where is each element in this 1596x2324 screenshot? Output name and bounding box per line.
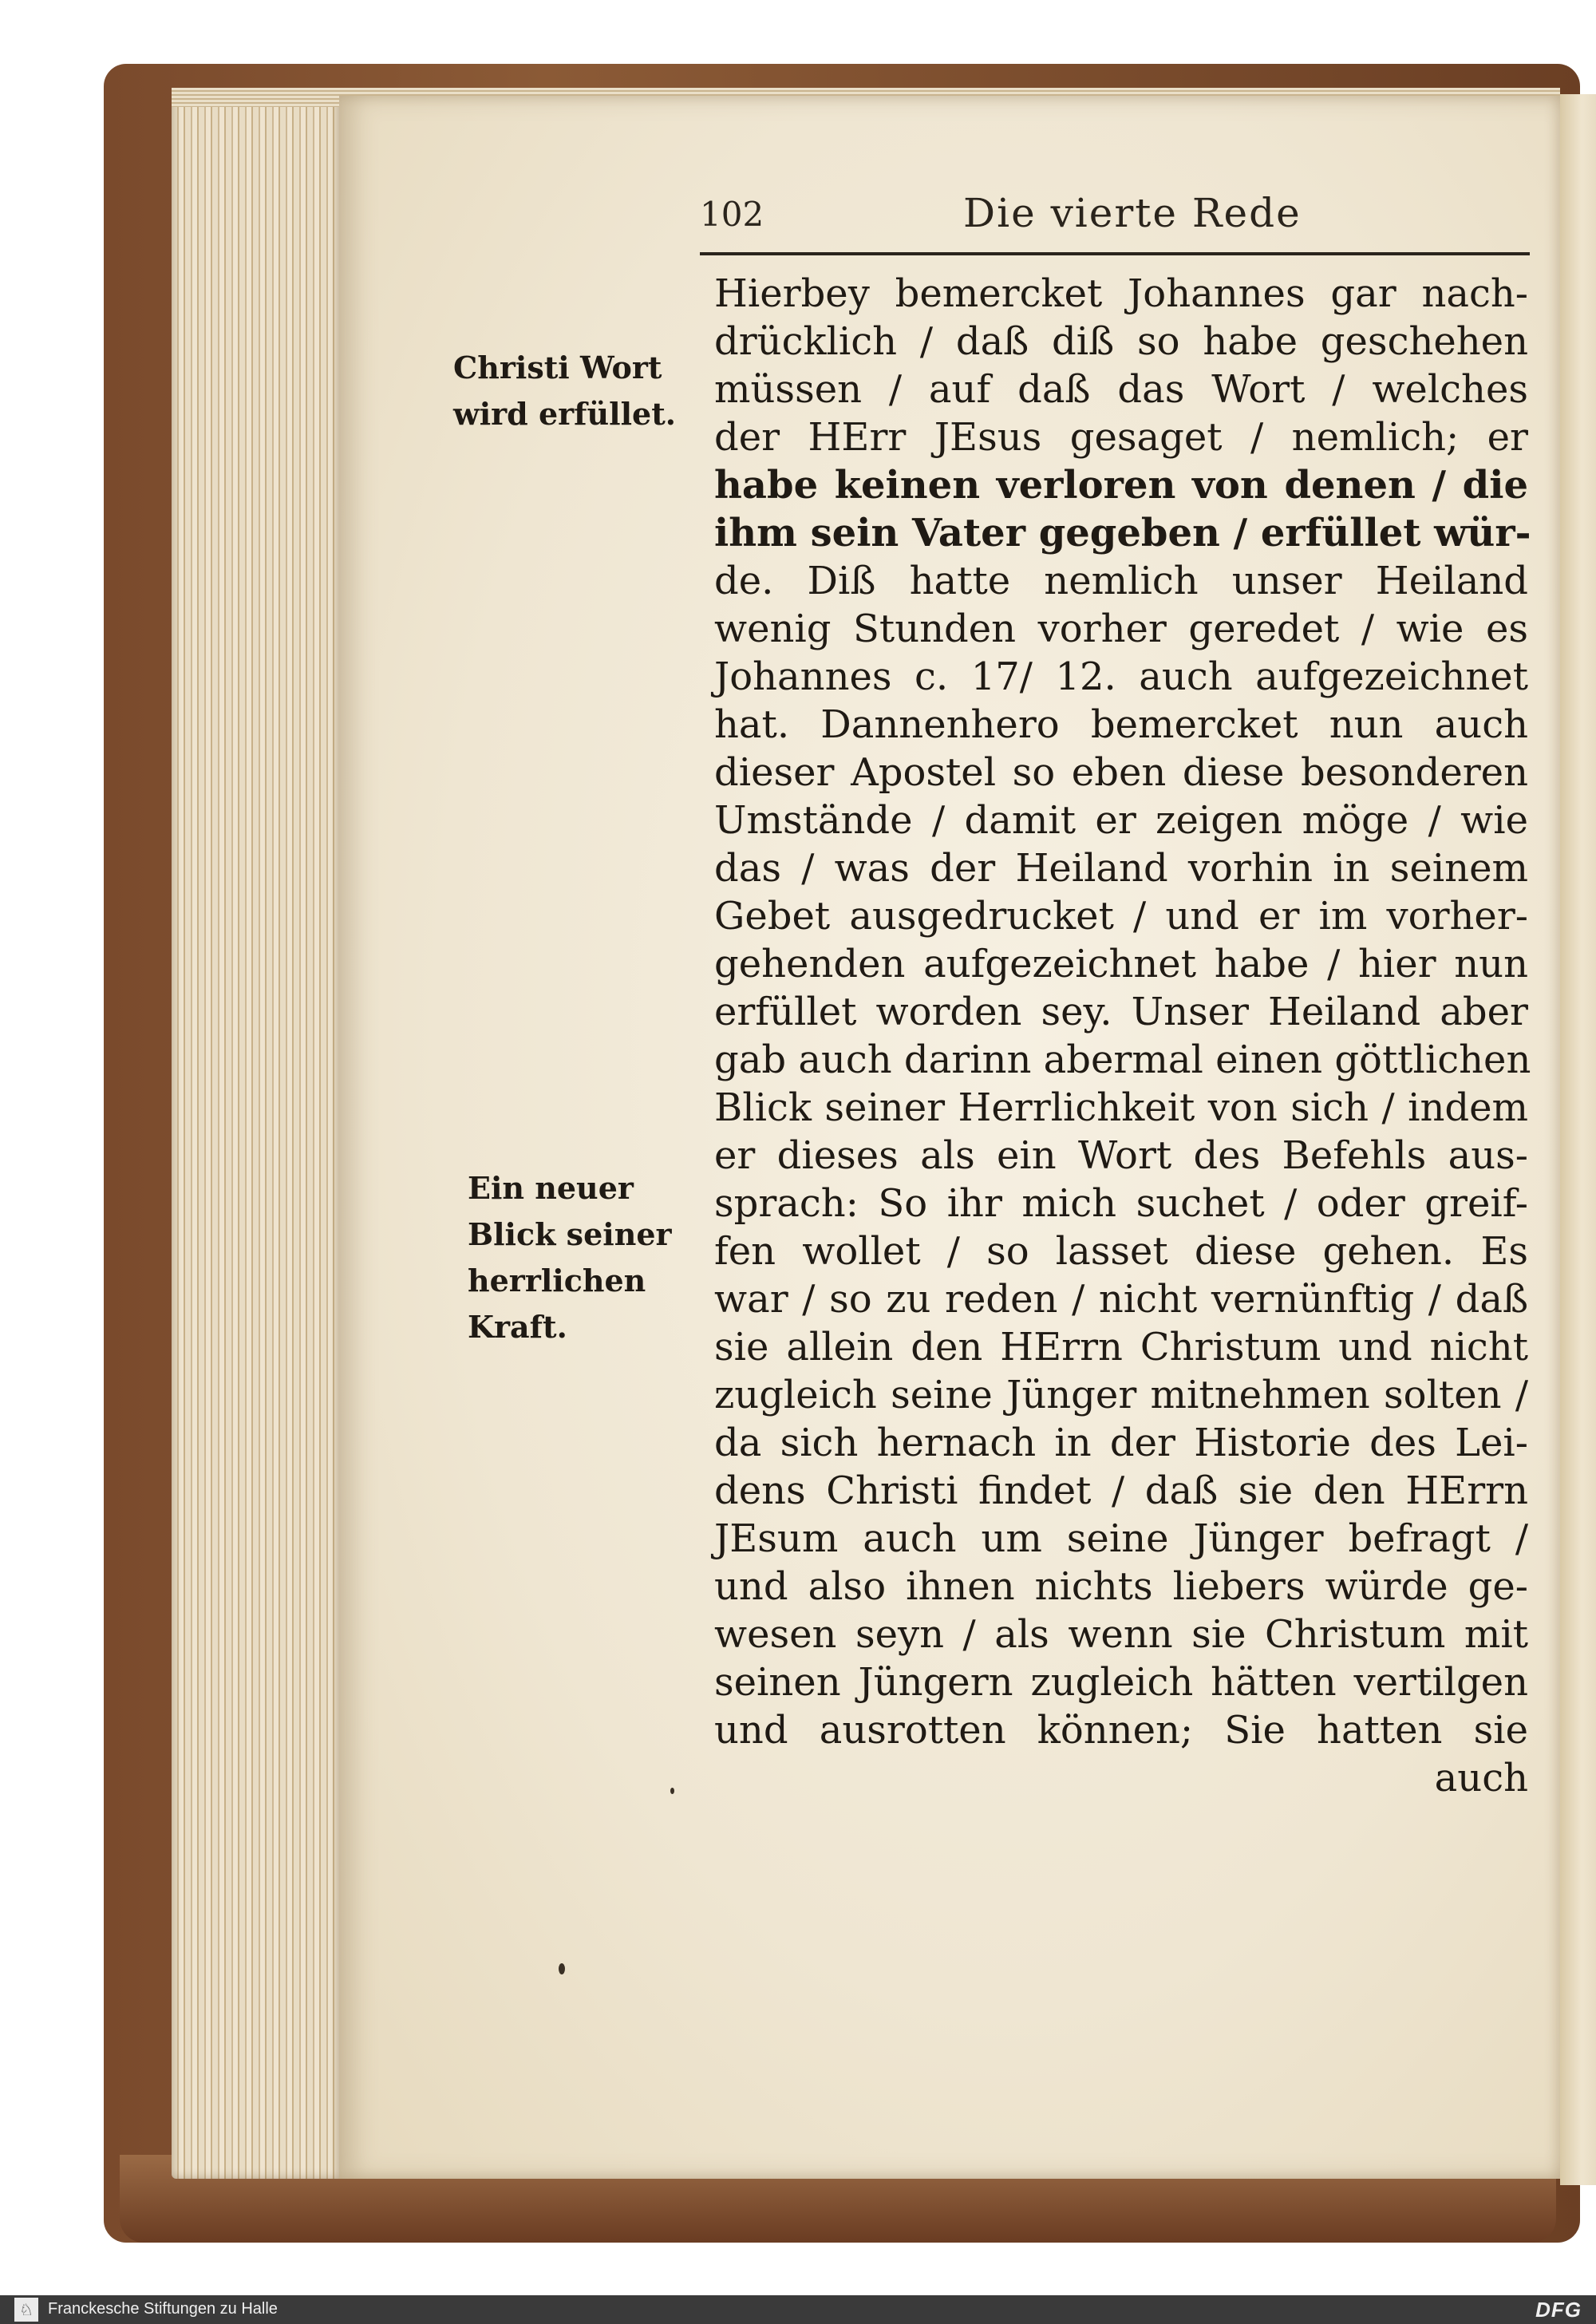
viewer-footer xyxy=(0,2295,1596,2324)
text-line: de. Diß hatte nemlich unser Heiland xyxy=(714,559,1528,603)
text-line: JEsum auch um seine Jünger befragt / xyxy=(714,1516,1528,1561)
text-line: Umstände / damit er zeigen möge / wie xyxy=(714,798,1528,843)
text-line: sprach: So ihr mich suchet / oder greif- xyxy=(714,1181,1528,1226)
text-line: Gebet ausgedrucket / und er im vorher- xyxy=(714,894,1528,939)
dfg-logo[interactable]: DFG xyxy=(1535,2298,1582,2322)
facing-page-edge xyxy=(1560,94,1596,2185)
text-line: wesen seyn / als wenn sie Christum mit xyxy=(714,1612,1528,1657)
text-line: habe keinen verloren von denen / die xyxy=(714,463,1528,508)
margin-note-christi-wort xyxy=(453,345,676,437)
margin-note-line: herrlichen xyxy=(468,1263,646,1298)
margin-note-line: Kraft. xyxy=(468,1309,567,1345)
text-line: war / so zu reden / nicht vernünftig / daß xyxy=(714,1277,1528,1322)
text-line: gehenden aufgezeichnet habe / hier nun xyxy=(714,942,1528,986)
text-line: gab auch darinn abermal einen göttlichen xyxy=(714,1038,1531,1082)
text-line: dieser Apostel so eben diese besonderen xyxy=(714,750,1528,795)
text-line: drücklich / daß diß so habe geschehen xyxy=(714,319,1528,364)
text-line: und ausrotten können; Sie hatten sie xyxy=(714,1708,1528,1753)
franckesche-stiftungen-logo-icon[interactable]: ♘ xyxy=(14,2298,38,2322)
text-line: Blick seiner Herrlichkeit von sich / indem xyxy=(714,1085,1528,1130)
text-line: zugleich seine Jünger mitnehmen solten / xyxy=(714,1373,1528,1417)
footer-institution-link[interactable]: Franckesche Stiftungen zu Halle xyxy=(48,2300,278,2318)
text-line: hat. Dannenhero bemercket nun auch xyxy=(714,702,1528,747)
margin-note-line: Blick seiner xyxy=(468,1216,672,1252)
page-header xyxy=(700,190,1530,246)
page-number: 102 xyxy=(700,195,764,234)
text-line: fen wollet / so lasset diese gehen. Es xyxy=(714,1229,1528,1274)
margin-note-ein-neuer-blick xyxy=(468,1165,672,1350)
text-line: erfüllet worden sey. Unser Heiland aber xyxy=(714,990,1528,1034)
page-edges xyxy=(172,88,339,2179)
text-line: da sich hernach in der Historie des Lei- xyxy=(714,1421,1528,1465)
text-line: und also ihnen nichts liebers würde ge- xyxy=(714,1564,1528,1609)
ink-speck xyxy=(559,1963,565,1974)
running-head: Die vierte Rede xyxy=(963,190,1302,236)
text-line: sie allein den HErrn Christum und nicht xyxy=(714,1325,1528,1370)
text-line: dens Christi findet / daß sie den HErrn xyxy=(714,1468,1528,1513)
text-line: wenig Stunden vorher geredet / wie es xyxy=(714,607,1528,651)
text-line: Johannes c. 17/ 12. auch aufgezeichnet xyxy=(714,654,1528,699)
text-line: er dieses als ein Wort des Befehls aus- xyxy=(714,1133,1528,1178)
header-rule xyxy=(700,252,1530,255)
text-line: das / was der Heiland vorhin in seinem xyxy=(714,846,1528,891)
text-line: ihm sein Vater gegeben / erfüllet wür- xyxy=(714,511,1531,555)
body-text xyxy=(714,270,1531,1802)
margin-note-line: Christi Wort xyxy=(453,350,662,385)
text-line: seinen Jüngern zugleich hätten vertilgen xyxy=(714,1660,1528,1705)
text-line: Hierbey bemercket Johannes gar nach- xyxy=(714,271,1528,316)
margin-note-line: Ein neuer xyxy=(468,1170,634,1206)
text-line: müssen / auf daß das Wort / welches xyxy=(714,367,1528,412)
margin-note-line: wird erfüllet. xyxy=(453,396,676,432)
catchword: auch xyxy=(1434,1756,1528,1800)
ink-speck xyxy=(670,1788,674,1794)
text-line: der HErr JEsus gesaget / nemlich; er xyxy=(714,415,1528,460)
